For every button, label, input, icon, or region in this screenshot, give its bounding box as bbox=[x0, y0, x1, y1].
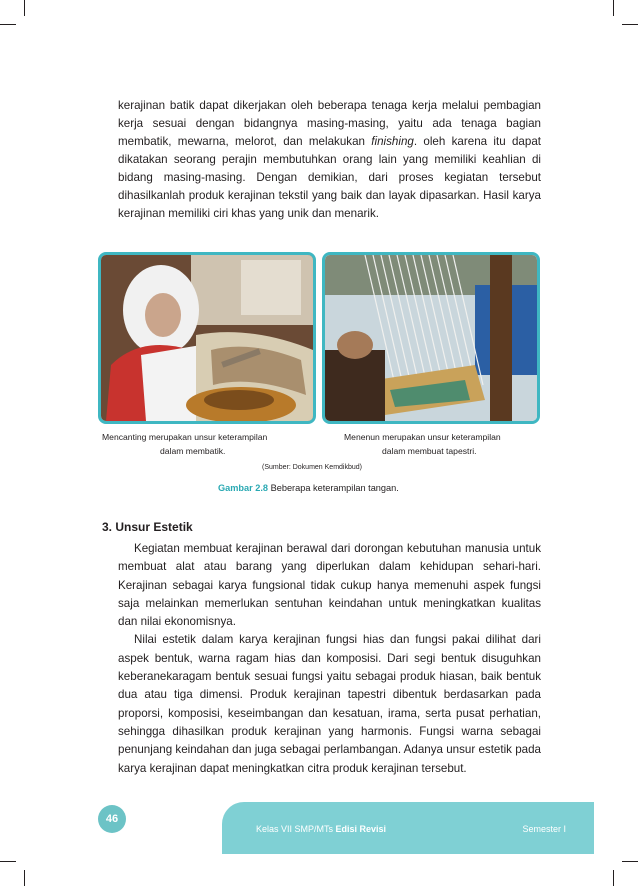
crop-mark bbox=[613, 870, 614, 886]
crop-mark bbox=[613, 0, 614, 16]
weaving-illustration bbox=[325, 255, 537, 421]
book-edition: Edisi Revisi bbox=[335, 824, 387, 834]
batik-caption-line1: Mencanting merupakan unsur keterampilan bbox=[102, 432, 268, 442]
figure-title bbox=[218, 481, 399, 495]
footer-band bbox=[222, 802, 594, 854]
batik-caption-line2: dalam membatik. bbox=[160, 446, 226, 456]
page-number: 46 bbox=[98, 805, 126, 833]
weaving-caption bbox=[344, 430, 544, 458]
intro-text: kerajinan batik dapat dikerjakan oleh beberapa tenaga kerja melalui pembagian kerja sesuai dengan bidangnya masing-masing, yaitu ada tenaga bagian membatik, mewarna, melorot, dan melakukan finishing. oleh karena itu dapat dikatakan seorang perajin membutuhkan orang lain yang memiliki keahlian di bidang masing-masing. Dengan demikian, dari proses kegiatan tersebut dihasilkanlah produk kerajinan tekstil yang baik dan layak dipasarkan. Hasil karya kerajinan memiliki ciri khas yang unik dan menarik. bbox=[118, 99, 541, 220]
batik-illustration bbox=[101, 255, 313, 421]
weaving-photo bbox=[322, 252, 540, 424]
crop-mark bbox=[0, 861, 16, 862]
figure-label: Gambar 2.8 bbox=[218, 483, 269, 493]
crop-mark bbox=[622, 24, 638, 25]
semester-label: Semester I bbox=[522, 824, 566, 834]
crop-mark bbox=[24, 870, 25, 886]
figure-title-text: Beberapa keterampilan tangan. bbox=[268, 483, 399, 493]
figure-source: (Sumber: Dokumen Kemdikbud) bbox=[262, 464, 362, 471]
book-title: Kelas VII SMP/MTs Edisi Revisi bbox=[256, 824, 387, 834]
weaving-caption-line1: Menenun merupakan unsur keterampilan bbox=[344, 432, 501, 442]
finishing-term: finishing bbox=[371, 135, 414, 148]
crop-mark bbox=[622, 861, 638, 862]
crop-mark bbox=[0, 24, 16, 25]
section-body bbox=[118, 540, 541, 778]
intro-paragraph bbox=[118, 97, 541, 223]
batik-photo bbox=[98, 252, 316, 424]
section-paragraph-1: Kegiatan membuat kerajinan berawal dari dorongan kebutuhan manusia untuk membuat alat atau barang yang diperlukan dalam kehidupan sehari-hari. Kerajinan sebagai karya fungsional tidak cukup hanya memenuhi aspek fungsi saja melainkan memerlukan sentuhan keindahan untuk meningkatkan kualitas dan nilai ekonomisnya. bbox=[118, 542, 541, 629]
weaving-caption-line2: dalam membuat tapestri. bbox=[382, 446, 477, 456]
batik-caption bbox=[102, 430, 292, 458]
crop-mark bbox=[24, 0, 25, 16]
section-paragraph-2: Nilai estetik dalam karya kerajinan fungsi hias dan fungsi pakai dilihat dari aspek bentuk, warna ragam hias dan komposisi. Dari segi bentuk disuguhkan keberanekaragam bentuk sesuai fungsi yaitu sebagai produk hiasan, baik bentuk dua atau tiga dimensi. Produk kerajinan tapestri dibentuk berdasarkan pada proporsi, komposisi, keseimbangan dan kesatuan, irama, serta pusat perhatian, sehingga dihasilkan produk kerajinan yang harmonis. Fungsi warna sebagai penunjang keindahan dan juga sebagai perlambangan. Adanya unsur estetik pada karya kerajinan dapat meningkatkan citra produk kerajinan tersebut. bbox=[118, 633, 541, 775]
section-heading: 3. Unsur Estetik bbox=[102, 520, 193, 534]
